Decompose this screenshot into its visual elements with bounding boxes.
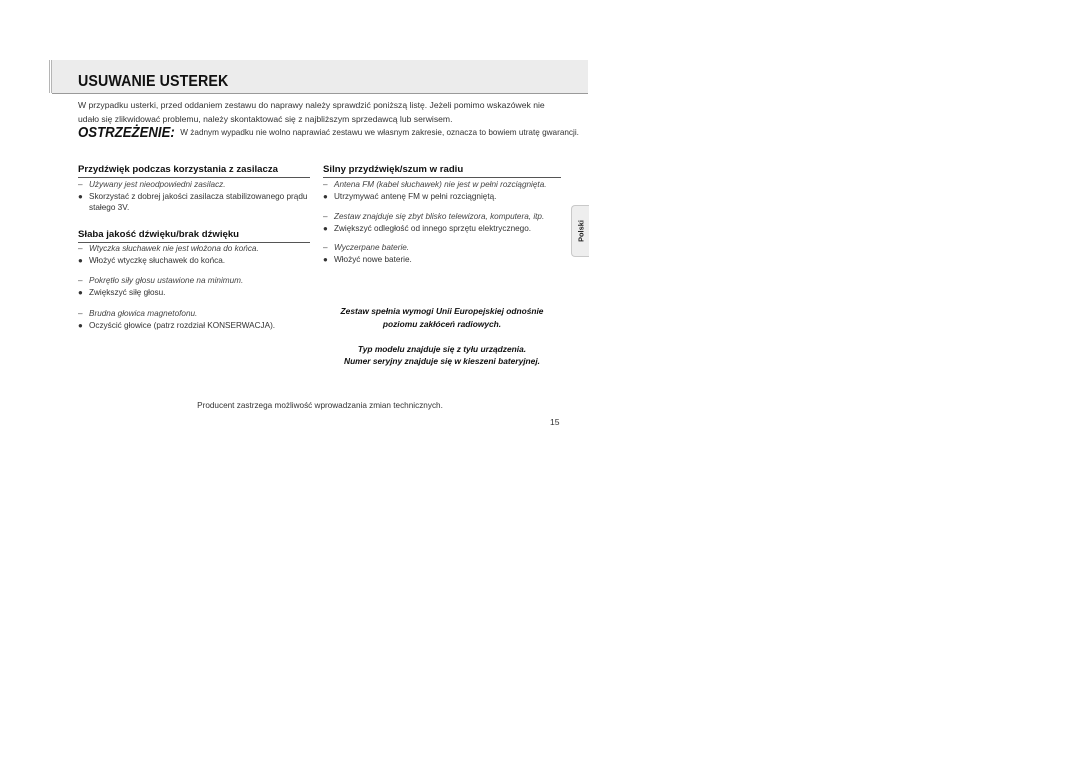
section-hum-adapter bbox=[78, 164, 310, 178]
problem-solution: ● Oczyścić głowice (patrz rozdział KONSERWACJA). bbox=[78, 321, 276, 330]
problem-cause: – Używany jest nieodpowiedni zasilacz. bbox=[78, 180, 226, 189]
language-tab bbox=[571, 205, 589, 257]
bullet-icon: ● bbox=[78, 192, 83, 201]
problem-cause: – Antena FM (kabel słuchawek) nie jest w pełni rozciągnięta. bbox=[323, 180, 547, 189]
section-poor-sound bbox=[78, 229, 310, 243]
language-tab-label: Polski bbox=[576, 220, 585, 242]
warning-paragraph bbox=[78, 124, 579, 141]
title-bar-line bbox=[49, 60, 50, 93]
warning-text: W żadnym wypadku nie wolno naprawiać zestawu we własnym zakresie, oznacza to bowiem utratę gwarancji. bbox=[180, 128, 579, 137]
intro-paragraph: W przypadku usterki, przed oddaniem zestawu do naprawy należy sprawdzić poniższą listę. Jeżeli pomimo wskazówek nie udało się zlikwidować problemu, należy skontaktować się z najbliższym sprzedawcą lub serwisem. bbox=[78, 100, 545, 124]
model-location-note: Typ modelu znajduje się z tyłu urządzenia. bbox=[357, 344, 527, 354]
section-heading: Silny przydźwięk/szum w radiu bbox=[323, 164, 561, 178]
bullet-icon: ● bbox=[323, 224, 328, 233]
bullet-icon: ● bbox=[78, 256, 83, 265]
problem-solution: ● Zwiększyć odległość od innego sprzętu elektrycznego. bbox=[323, 224, 532, 233]
footer-note: Producent zastrzega możliwość wprowadzania zmian technicznych. bbox=[197, 401, 443, 410]
warning-label: OSTRZEŻENIE: bbox=[78, 124, 175, 141]
problem-solution: ● Włożyć wtyczkę słuchawek do końca. bbox=[78, 256, 226, 265]
problem-solution: ● Skorzystać z dobrej jakości zasilacza stabilizowanego prądu stałego 3V. bbox=[78, 192, 308, 212]
section-heading: Przydźwięk podczas korzystania z zasilacza bbox=[78, 164, 310, 178]
eu-compliance-note: Zestaw spełnia wymogi Unii Europejskiej odnośnie poziomu zakłóceń radiowych. bbox=[340, 306, 544, 329]
section-radio-noise bbox=[323, 164, 561, 178]
problem-solution: ● Włożyć nowe baterie. bbox=[323, 255, 412, 264]
problem-cause: – Zestaw znajduje się zbyt blisko telewizora, komputera, itp. bbox=[323, 212, 545, 221]
problem-solution: ● Zwiększyć siłę głosu. bbox=[78, 288, 166, 297]
bullet-icon: ● bbox=[323, 255, 328, 264]
bullet-icon: ● bbox=[78, 288, 83, 297]
problem-cause: – Pokrętło siły głosu ustawione na minimum. bbox=[78, 276, 244, 285]
problem-solution: ● Utrzymywać antenę FM w pełni rozciągniętą. bbox=[323, 192, 497, 201]
serial-location-note: Numer seryjny znajduje się w kieszeni bateryjnej. bbox=[344, 356, 540, 366]
problem-cause: – Wtyczka słuchawek nie jest włożona do końca. bbox=[78, 244, 259, 253]
bullet-icon: ● bbox=[323, 192, 328, 201]
problem-cause: – Wyczerpane baterie. bbox=[323, 243, 410, 252]
bullet-icon: ● bbox=[78, 321, 83, 330]
section-heading: Słaba jakość dźwięku/brak dźwięku bbox=[78, 229, 310, 243]
page-title: USUWANIE USTEREK bbox=[78, 73, 229, 90]
problem-cause: – Brudna głowica magnetofonu. bbox=[78, 309, 198, 318]
page-number: 15 bbox=[550, 417, 560, 427]
